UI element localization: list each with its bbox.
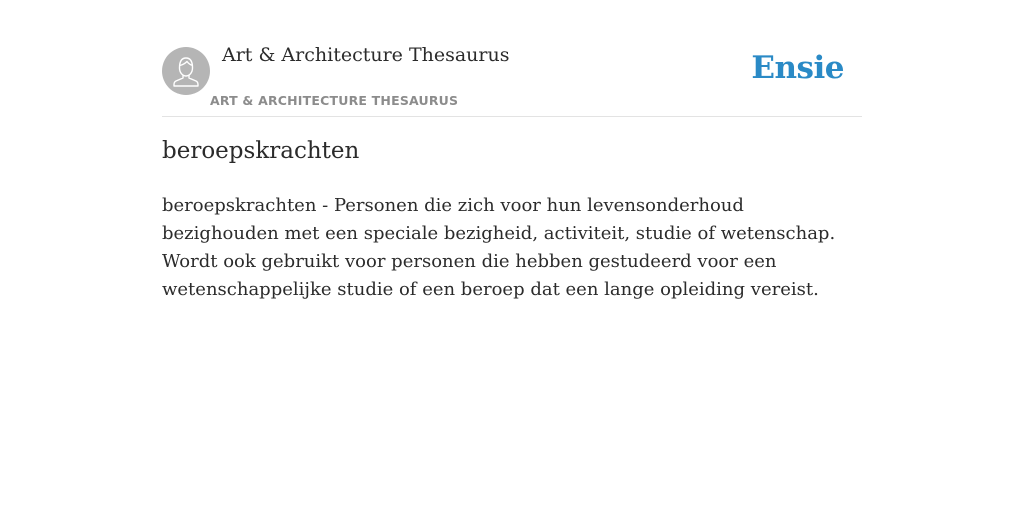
entry-card [162,0,862,300]
user-silhouette-icon [162,47,210,95]
entry-header [162,0,862,117]
author-name[interactable]: Art & Architecture Thesaurus [222,44,510,66]
definition-text: beroepskrachten - Personen die zich voor hun levensonderhoud bezighouden met een speciale bezigheid, activiteit, studie of wetenschap. Wordt ook gebruikt voor personen die hebben gestudeerd voor een wetenschappelijke studie of een beroep dat een lange opleiding vereist. [162,195,836,300]
source-label[interactable]: ART & ARCHITECTURE THESAURUS [210,93,459,108]
avatar[interactable] [162,47,210,95]
brand-logo[interactable]: Ensie [751,50,844,86]
term-title: beroepskrachten [162,138,360,164]
